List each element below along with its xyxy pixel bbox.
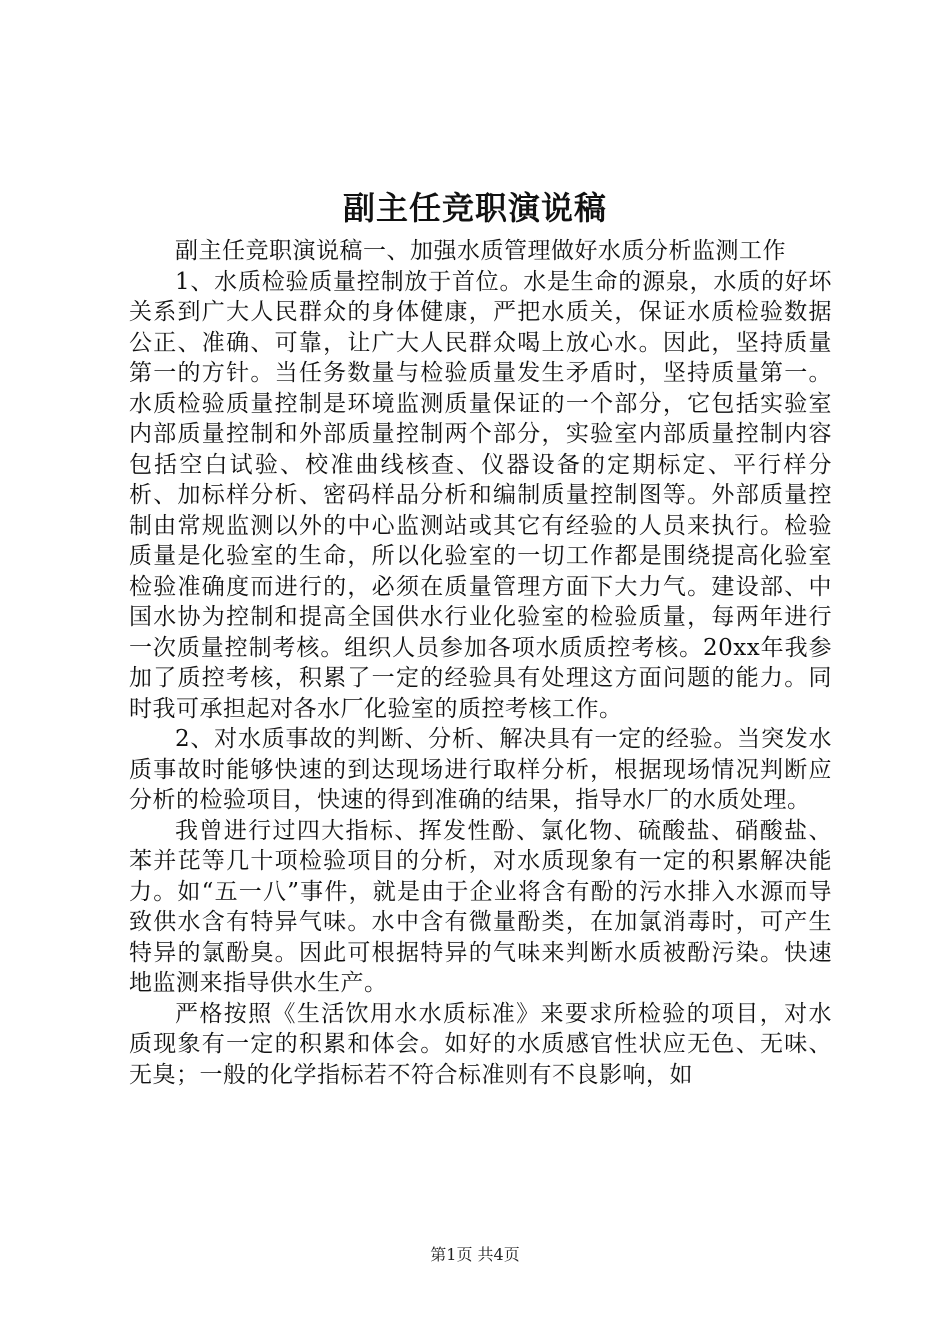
- paragraph-incident-handling: 2、对水质事故的判断、分析、解决具有一定的经验。当突发水质事故时能够快速的到达现场进行取样分析，根据现场情况判断应分析的检验项目，快速的得到准确的结果，指导水厂的水质处理。: [129, 726, 832, 813]
- document-title: 副主任竞职演说稿: [342, 189, 607, 227]
- page-number-footer: 第1页 共4页: [430, 1245, 520, 1264]
- paragraph-standards: 严格按照《生活饮用水水质标准》来要求所检验的项目，对水质现象有一定的积累和体会。如好的水质感官性状应无色、无味、无臭；一般的化学指标若不符合标准则有不良影响，如: [129, 1000, 832, 1088]
- document-body: [129, 236, 832, 1090]
- paragraph-experience: 我曾进行过四大指标、挥发性酚、氯化物、硫酸盐、硝酸盐、苯并芘等几十项检验项目的分析，对水质现象有一定的积累解决能力。如“五一八”事件，就是由于企业将含有酚的污水排入水源而导致供水含有特异气味。水中含有微量酚类，在加氯消毒时，可产生特异的氯酚臭。因此可根据特异的气味来判断水质被酚污染。快速地监测来指导供水生产。: [129, 817, 832, 996]
- paragraph-intro: 副主任竞职演说稿一、加强水质管理做好水质分析监测工作: [175, 238, 786, 264]
- paragraph-quality-control: 1、水质检验质量控制放于首位。水是生命的源泉，水质的好坏关系到广大人民群众的身体健康，严把水质关，保证水质检验数据公正、准确、可靠，让广大人民群众喝上放心水。因此，坚持质量第一的方针。当任务数量与检验质量发生矛盾时，坚持质量第一。水质检验质量控制是环境监测质量保证的一个部分，它包括实验室内部质量控制和外部质量控制两个部分，实验室内部质量控制内容包括空白试验、校准曲线核查、仪器设备的定期标定、平行样分析、加标样分析、密码样品分析和编制质量控制图等。外部质量控制由常规监测以外的中心监测站或其它有经验的人员来执行。检验质量是化验室的生命，所以化验室的一切工作都是围绕提高化验室检验准确度而进行的，必须在质量管理方面下大力气。建设部、中国水协为控制和提高全国供水行业化验室的检验质量，每两年进行一次质量控制考核。组织人员参加各项水质质控考核。20xx年我参加了质控考核，积累了一定的经验具有处理这方面问题的能力。同时我可承担起对各水厂化验室的质控考核工作。: [129, 268, 832, 722]
